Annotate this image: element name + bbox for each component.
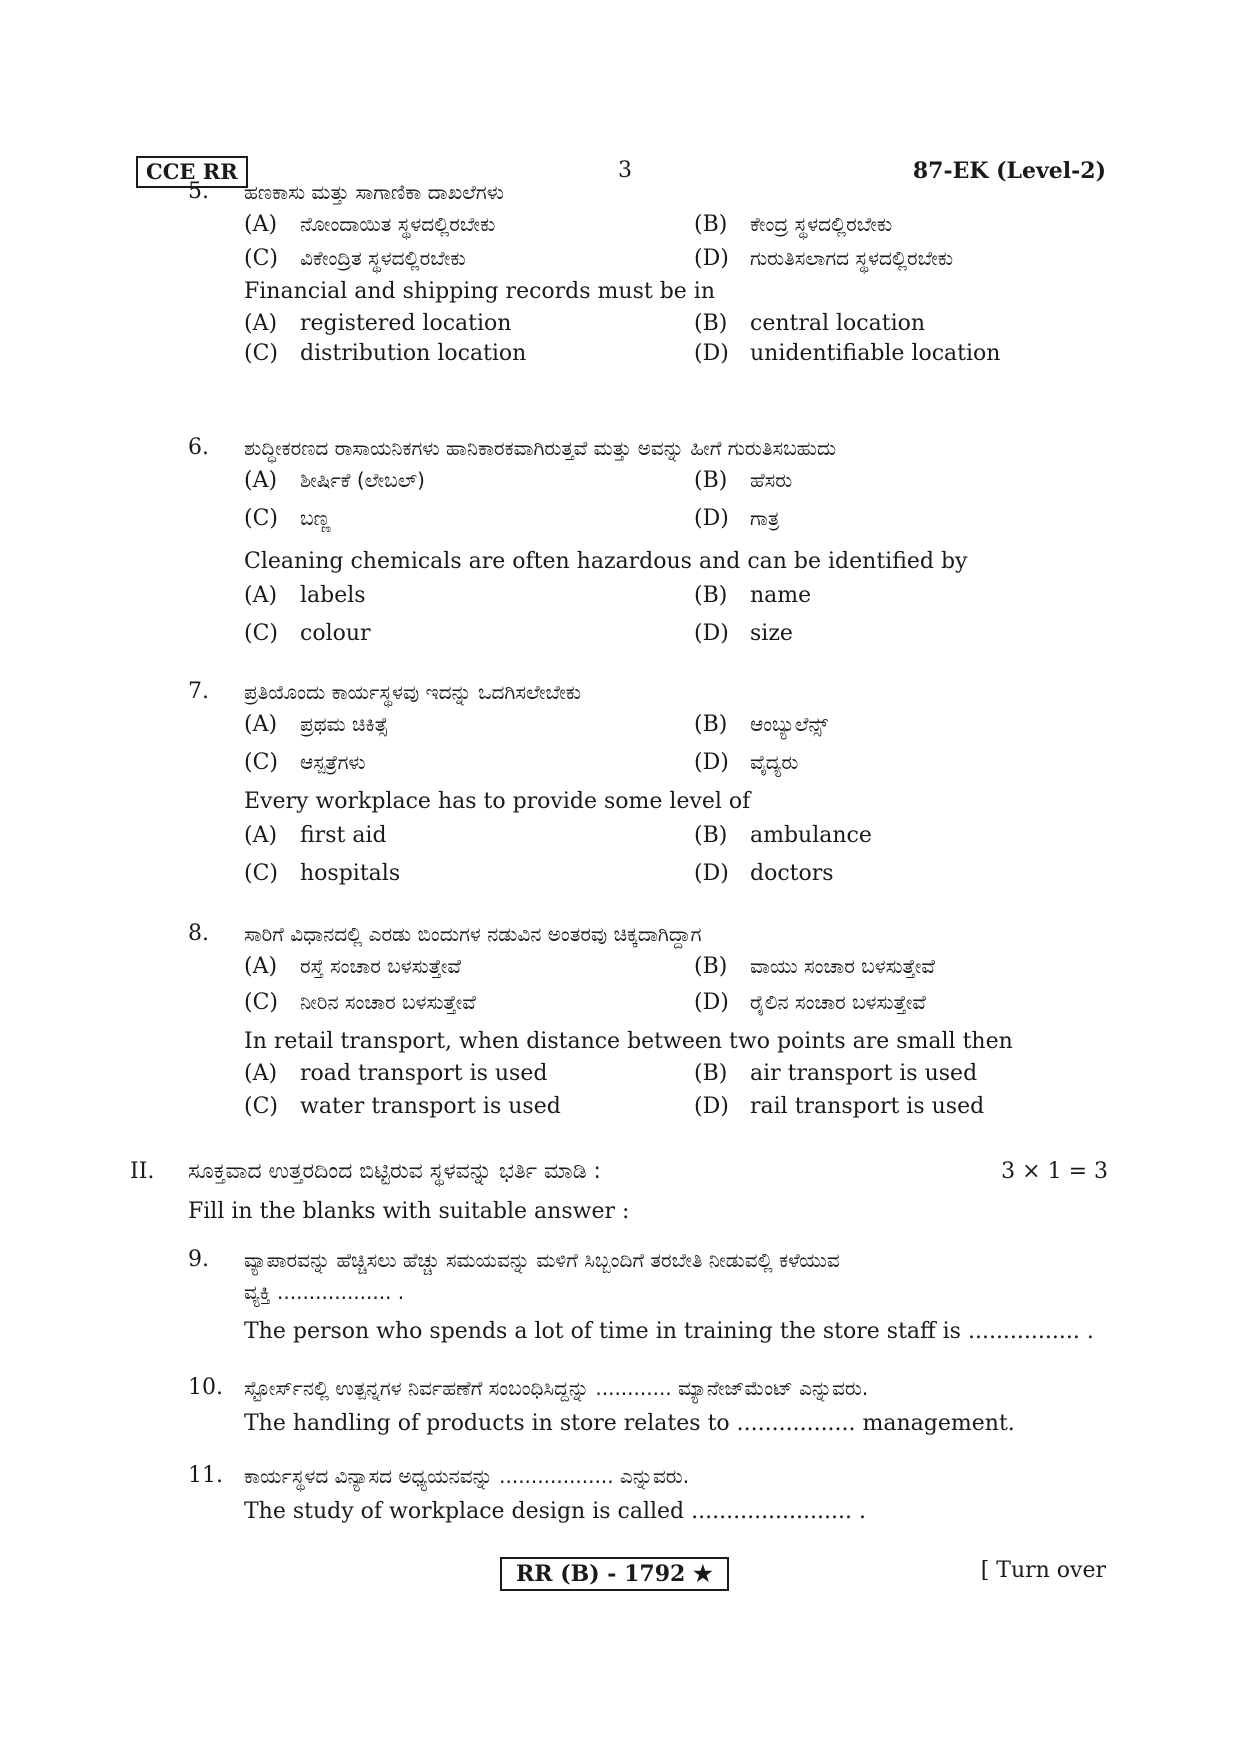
- option-d-kannada[interactable]: (D) ವೈದ್ಯರು: [694, 750, 799, 775]
- page-number: 3: [618, 158, 632, 183]
- question-stem-kannada: ಹಣಕಾಸು ಮತ್ತು ಸಾಗಾಣಿಕಾ ದಾಖಲೆಗಳು: [244, 180, 504, 204]
- question-stem-kannada: ವ್ಯಾಪಾರವನ್ನು ಹೆಚ್ಚಿಸಲು ಹೆಚ್ಚು ಸಮಯವನ್ನು ಮಳಿಗೆ ಸಿಬ್ಬಂದಿಗೆ ತರಬೇತಿ ನೀಡುವಲ್ಲಿ ಕಳೆಯುವ: [244, 1248, 840, 1272]
- exam-code-box: CCE RR: [136, 156, 248, 188]
- option-a[interactable]: (A) registered location: [244, 311, 512, 336]
- section-title-english: Fill in the blanks with suitable answer :: [188, 1199, 630, 1224]
- turn-over-note: [ Turn over: [980, 1558, 1106, 1583]
- option-a[interactable]: (A) labels: [244, 583, 366, 608]
- question-number: 6.: [188, 435, 209, 460]
- option-c-kannada[interactable]: (C) ವಿಕೇಂದ್ರಿತ ಸ್ಥಳದಲ್ಲಿರಬೇಕು: [244, 246, 466, 271]
- question-6: [188, 432, 1108, 652]
- option-d[interactable]: (D) rail transport is used: [694, 1094, 985, 1119]
- section-title-kannada: ಸೂಕ್ತವಾದ ಉತ್ತರದಿಂದ ಬಿಟ್ಟಿರುವ ಸ್ಥಳವನ್ನು ಭರ್ತಿ ಮಾಡಿ :: [188, 1159, 601, 1184]
- option-c-kannada[interactable]: (C) ಬಣ್ಣ: [244, 506, 331, 531]
- question-stem-english: Cleaning chemicals are often hazardous and can be identified by: [244, 549, 968, 574]
- option-b-kannada[interactable]: (B) ಹೆಸರು: [694, 468, 793, 493]
- paper-code: 87-EK (Level-2): [912, 158, 1106, 184]
- question-number: 8.: [188, 921, 209, 946]
- question-number: 5.: [188, 179, 209, 204]
- option-a-kannada[interactable]: (A) ಪ್ರಥಮ ಚಿಕಿತ್ಸೆ: [244, 712, 389, 737]
- option-d-kannada[interactable]: (D) ಗುರುತಿಸಲಾಗದ ಸ್ಥಳದಲ್ಲಿರಬೇಕು: [694, 246, 954, 271]
- question-stem-english: Every workplace has to provide some level of: [244, 789, 751, 814]
- question-10: [188, 1372, 1108, 1440]
- question-stem-kannada: ಶುದ್ಧೀಕರಣದ ರಾಸಾಯನಿಕಗಳು ಹಾನಿಕಾರಕವಾಗಿರುತ್ತವೆ ಮತ್ತು ಅವನ್ನು ಹೀಗೆ ಗುರುತಿಸಬಹುದು: [244, 436, 837, 460]
- question-stem-english: The handling of products in store relates to ................. management.: [244, 1411, 1015, 1436]
- option-c-kannada[interactable]: (C) ಆಸ್ಪತ್ರೆಗಳು: [244, 750, 366, 775]
- option-b[interactable]: (B) name: [694, 583, 812, 608]
- option-d-kannada[interactable]: (D) ರೈಲಿನ ಸಂಚಾರ ಬಳಸುತ್ತೇವೆ: [694, 990, 926, 1015]
- option-a-kannada[interactable]: (A) ರಸ್ತೆ ಸಂಚಾರ ಬಳಸುತ್ತೇವೆ: [244, 954, 462, 979]
- option-a[interactable]: (A) first aid: [244, 823, 387, 848]
- question-stem-english: Financial and shipping records must be in: [244, 279, 716, 304]
- option-c-kannada[interactable]: (C) ನೀರಿನ ಸಂಚಾರ ಬಳಸುತ್ತೇವೆ: [244, 990, 476, 1015]
- question-stem-english: The study of workplace design is called ....................... .: [244, 1499, 866, 1524]
- option-b[interactable]: (B) ambulance: [694, 823, 872, 848]
- question-number: 7.: [188, 679, 209, 704]
- question-stem-english: The person who spends a lot of time in training the store staff is ................ .: [244, 1319, 1094, 1344]
- option-a-kannada[interactable]: (A) ನೋಂದಾಯಿತ ಸ್ಥಳದಲ್ಲಿರಬೇಕು: [244, 212, 496, 237]
- option-d-kannada[interactable]: (D) ಗಾತ್ರ: [694, 506, 780, 531]
- option-c[interactable]: (C) distribution location: [244, 341, 527, 366]
- option-b-kannada[interactable]: (B) ಕೇಂದ್ರ ಸ್ಥಳದಲ್ಲಿರಬೇಕು: [694, 212, 893, 237]
- option-b-kannada[interactable]: (B) ವಾಯು ಸಂಚಾರ ಬಳಸುತ್ತೇವೆ: [694, 954, 936, 979]
- option-b[interactable]: (B) air transport is used: [694, 1061, 978, 1086]
- question-number: 11.: [188, 1463, 223, 1488]
- option-b-kannada[interactable]: (B) ಆಂಬ್ಯುಲೆನ್ಸ್: [694, 712, 828, 737]
- question-stem-kannada: ಕಾರ್ಯಸ್ಥಳದ ವಿನ್ಯಾಸದ ಅಧ್ಯಯನವನ್ನು .................. ಎನ್ನುವರು.: [244, 1464, 690, 1488]
- question-8: [188, 918, 1108, 1125]
- footer-code-box: RR (B) - 1792 ★: [500, 1557, 729, 1591]
- option-c[interactable]: (C) hospitals: [244, 861, 401, 886]
- option-a-kannada[interactable]: (A) ಶೀರ್ಷಿಕೆ (ಲೇಬಲ್): [244, 468, 425, 493]
- option-a[interactable]: (A) road transport is used: [244, 1061, 548, 1086]
- question-7: [188, 676, 1108, 892]
- question-5: [188, 176, 1108, 368]
- option-c[interactable]: (C) water transport is used: [244, 1094, 561, 1119]
- question-11: [188, 1460, 1108, 1528]
- option-d[interactable]: (D) unidentifiable location: [694, 341, 1001, 366]
- question-stem-kannada: ಸ್ಟೋರ್ಸ್‌ನಲ್ಲಿ ಉತ್ಪನ್ನಗಳ ನಿರ್ವಹಣೆಗೆ ಸಂಬಂಧಿಸಿದ್ದನ್ನು ............ ಮ್ಯಾನೇಜ್‌ಮೆಂಟ್ ಎನ್ನುವರು.: [244, 1376, 869, 1400]
- question-stem-kannada: ಪ್ರತಿಯೊಂದು ಕಾರ್ಯಸ್ಥಳವು ಇದನ್ನು ಒದಗಿಸಲೇಬೇಕು: [244, 680, 582, 704]
- option-c[interactable]: (C) colour: [244, 621, 371, 646]
- option-d[interactable]: (D) doctors: [694, 861, 834, 886]
- section-ii-header: [130, 1156, 1108, 1228]
- option-b[interactable]: (B) central location: [694, 311, 926, 336]
- question-stem-english: In retail transport, when distance between two points are small then: [244, 1029, 1013, 1054]
- question-stem-kannada: ಸಾರಿಗೆ ವಿಧಾನದಲ್ಲಿ ಎರಡು ಬಿಂದುಗಳ ನಡುವಿನ ಅಂತರವು ಚಿಕ್ಕದಾಗಿದ್ದಾಗ: [244, 922, 702, 946]
- question-stem-kannada-cont: ವ್ಯಕ್ತಿ .................. .: [244, 1280, 405, 1304]
- section-marks: 3 × 1 = 3: [1001, 1159, 1108, 1184]
- question-number: 10.: [188, 1375, 223, 1400]
- question-number: 9.: [188, 1247, 209, 1272]
- option-d[interactable]: (D) size: [694, 621, 793, 646]
- section-number: II.: [130, 1159, 155, 1184]
- question-9: [188, 1244, 1108, 1348]
